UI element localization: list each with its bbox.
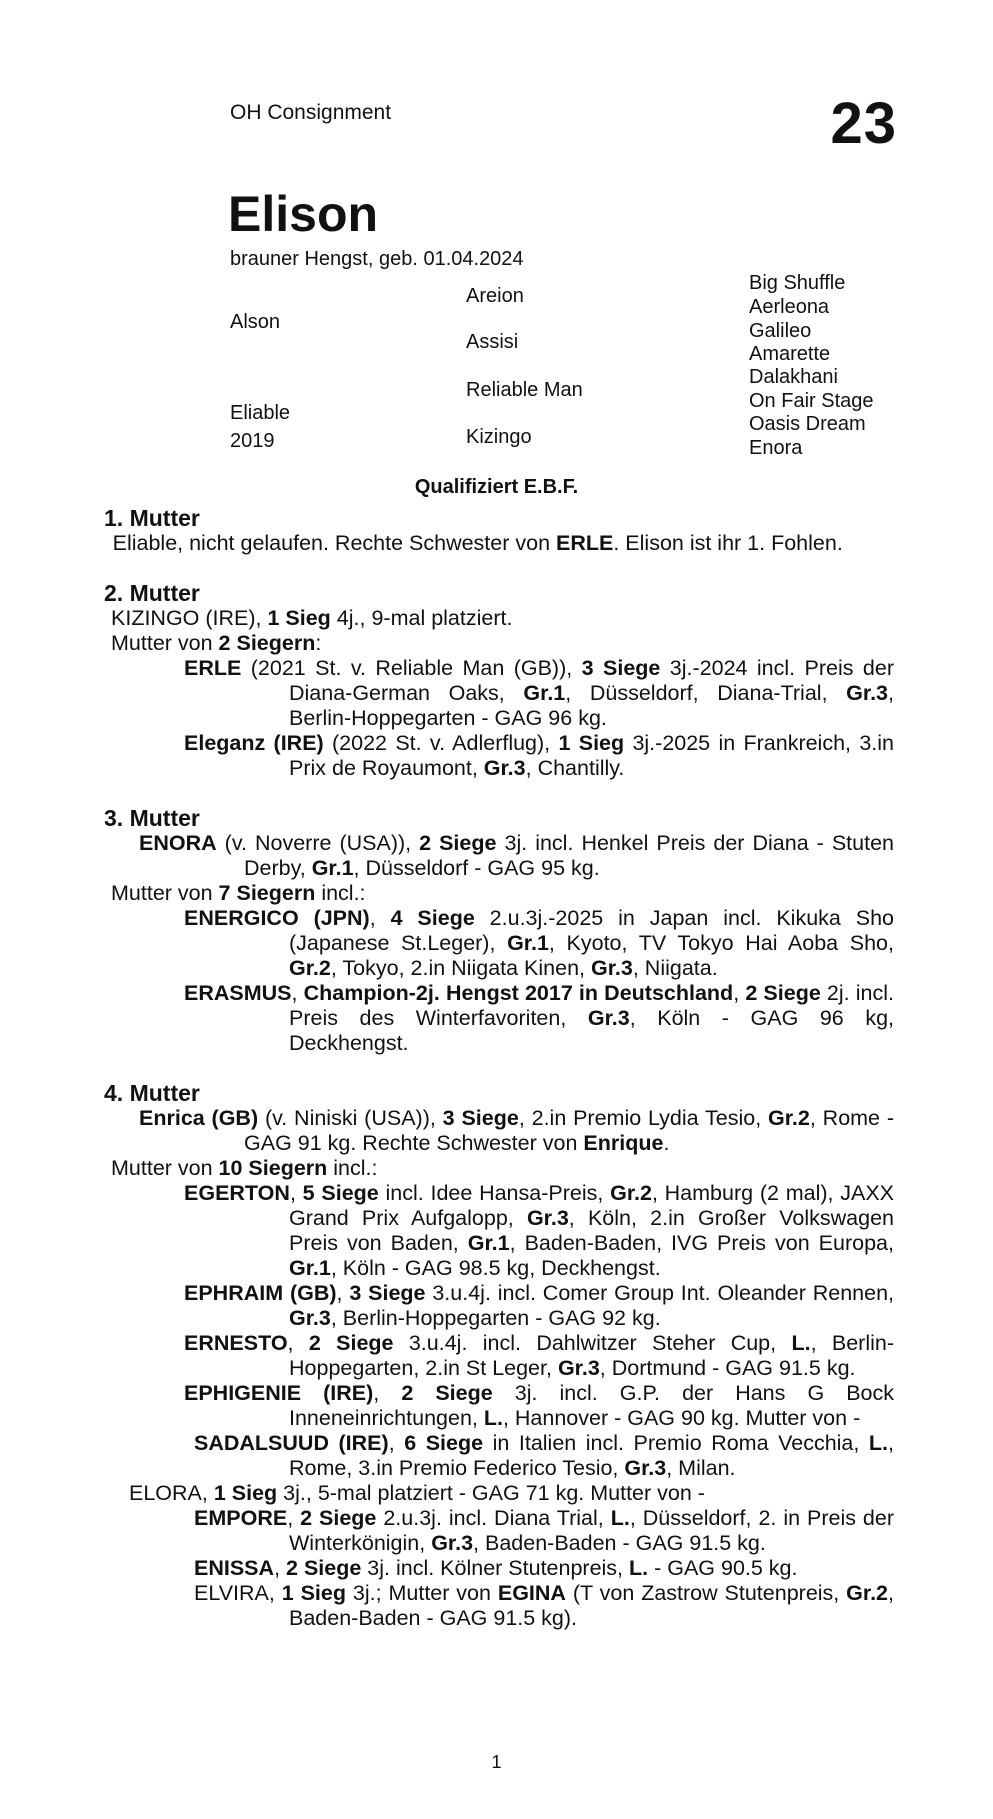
grand-offspring-entry: ENISSA, 2 Siege 3j. incl. Kölner Stutenpreis, L. - GAG 90.5 kg.: [194, 1556, 798, 1580]
pedigree-gen3: Amarette: [749, 343, 831, 365]
offspring-entry: EGERTON, 5 Siege incl. Idee Hansa-Preis, Gr.2, Hamburg (2 mal), JAXX Grand Prix Aufgalopp, Gr.3, Köln, 2.in Großer Volkswagen Preis von Baden, Gr.1, Baden-Baden, IVG Preis von Europa, Gr.1, Köln - GAG 98.5 kg, Deckhengst.: [184, 1181, 894, 1280]
consignment-label: OH Consignment: [230, 101, 392, 124]
offspring-entry: Eleganz (IRE) (2022 St. v. Adlerflug), 1 Sieg 3j.-2025 in Frankreich, 3.in Prix de Royaumont, Gr.3, Chantilly.: [184, 731, 894, 780]
entry-text: Enrica (GB) (v. Niniski (USA)), 3 Siege, 2.in Premio Lydia Tesio, Gr.2, Rome - GAG 91 kg. Rechte Schwester von Enrique.: [139, 1106, 894, 1155]
section-heading: 2. Mutter: [104, 580, 200, 606]
pedigree-gen3: Oasis Dream: [749, 413, 866, 435]
pedigree-gen2: Assisi: [466, 331, 519, 353]
page-number: 1: [491, 1752, 502, 1772]
dam-line: [104, 505, 894, 1655]
section-first-dam: [104, 505, 894, 556]
offspring-summary: Mutter von 7 Siegern incl.:: [111, 881, 366, 905]
offspring-entry: ERLE (2021 St. v. Reliable Man (GB)), 3 Siege 3j.-2024 incl. Preis der Diana-German Oaks, Gr.1, Düsseldorf, Diana-Trial, Gr.3, Berlin-Hoppegarten - GAG 96 kg.: [184, 656, 894, 730]
section-third-dam: [104, 805, 894, 1056]
offspring-entry: ELORA, 1 Sieg 3j., 5-mal platziert - GAG 71 kg. Mutter von -: [129, 1481, 705, 1505]
offspring-entry: ERNESTO, 2 Siege 3.u.4j. incl. Dahlwitzer Steher Cup, L., Berlin-Hoppegarten, 2.in St Leger, Gr.3, Dortmund - GAG 91.5 kg.: [184, 1331, 894, 1380]
pedigree-gen3: Galileo: [749, 320, 812, 342]
qualification: Qualifiziert E.B.F.: [414, 476, 579, 498]
entry-text: ENORA (v. Noverre (USA)), 2 Siege 3j. incl. Henkel Preis der Diana - Stuten Derby, Gr.1, Düsseldorf - GAG 95 kg.: [139, 831, 894, 880]
pedigree-dam: Eliable: [230, 402, 291, 424]
offspring-summary: Mutter von 10 Siegern incl.:: [111, 1156, 378, 1180]
horse-name: Elison: [228, 186, 379, 242]
section-heading: 3. Mutter: [104, 805, 200, 831]
pedigree-gen2: Kizingo: [466, 426, 532, 448]
offspring-entry: ERASMUS, Champion-2j. Hengst 2017 in Deutschland, 2 Siege 2j. incl. Preis des Winterfavoriten, Gr.3, Köln - GAG 96 kg, Deckhengst.: [184, 981, 895, 1055]
section-second-dam: [104, 580, 894, 781]
section-heading: 1. Mutter: [104, 505, 200, 531]
lot-number: 23: [830, 91, 897, 156]
pedigree-gen3: Aerleona: [749, 296, 830, 318]
grand-offspring-entry: SADALSUUD (IRE), 6 Siege in Italien incl. Premio Roma Vecchia, L., Rome, 3.in Premio Federico Tesio, Gr.3, Milan.: [194, 1431, 894, 1480]
entry-text: KIZINGO (IRE), 1 Sieg 4j., 9-mal platziert.: [111, 606, 513, 630]
entry-text: Eliable, nicht gelaufen. Rechte Schwester von ERLE. Elison ist ihr 1. Fohlen.: [112, 531, 843, 555]
pedigree-gen3: On Fair Stage: [749, 390, 874, 412]
pedigree-gen3: Enora: [749, 437, 803, 459]
horse-description: brauner Hengst, geb. 01.04.2024: [230, 248, 524, 270]
pedigree-gen2: Areion: [466, 285, 524, 307]
section-fourth-dam: [104, 1080, 894, 1631]
offspring-entry: EPHRAIM (GB), 3 Siege 3.u.4j. incl. Comer Group Int. Oleander Rennen, Gr.3, Berlin-Hoppegarten - GAG 92 kg.: [184, 1281, 895, 1330]
section-heading: 4. Mutter: [104, 1080, 200, 1106]
pedigree-dam-year: 2019: [230, 430, 275, 452]
offspring-summary: Mutter von 2 Siegern:: [111, 631, 322, 655]
offspring-entry: ENERGICO (JPN), 4 Siege 2.u.3j.-2025 in Japan incl. Kikuka Sho (Japanese St.Leger), Gr.1, Kyoto, TV Tokyo Hai Aoba Sho, Gr.2, Tokyo, 2.in Niigata Kinen, Gr.3, Niigata.: [184, 906, 894, 980]
pedigree-sire: Alson: [230, 311, 281, 333]
grand-offspring-entry: EMPORE, 2 Siege 2.u.3j. incl. Diana Trial, L., Düsseldorf, 2. in Preis der Winterkönigin, Gr.3, Baden-Baden - GAG 91.5 kg.: [194, 1506, 895, 1555]
pedigree-gen3: Big Shuffle: [749, 272, 846, 294]
offspring-entry: EPHIGENIE (IRE), 2 Siege 3j. incl. G.P. der Hans G Bock Inneneinrichtungen, L., Hannover - GAG 90 kg. Mutter von -: [184, 1381, 895, 1430]
pedigree-gen2: Reliable Man: [466, 379, 583, 401]
pedigree-gen3: Dalakhani: [749, 366, 838, 388]
grand-offspring-entry: ELVIRA, 1 Sieg 3j.; Mutter von EGINA (T von Zastrow Stutenpreis, Gr.2, Baden-Baden - GAG 91.5 kg).: [194, 1581, 894, 1630]
